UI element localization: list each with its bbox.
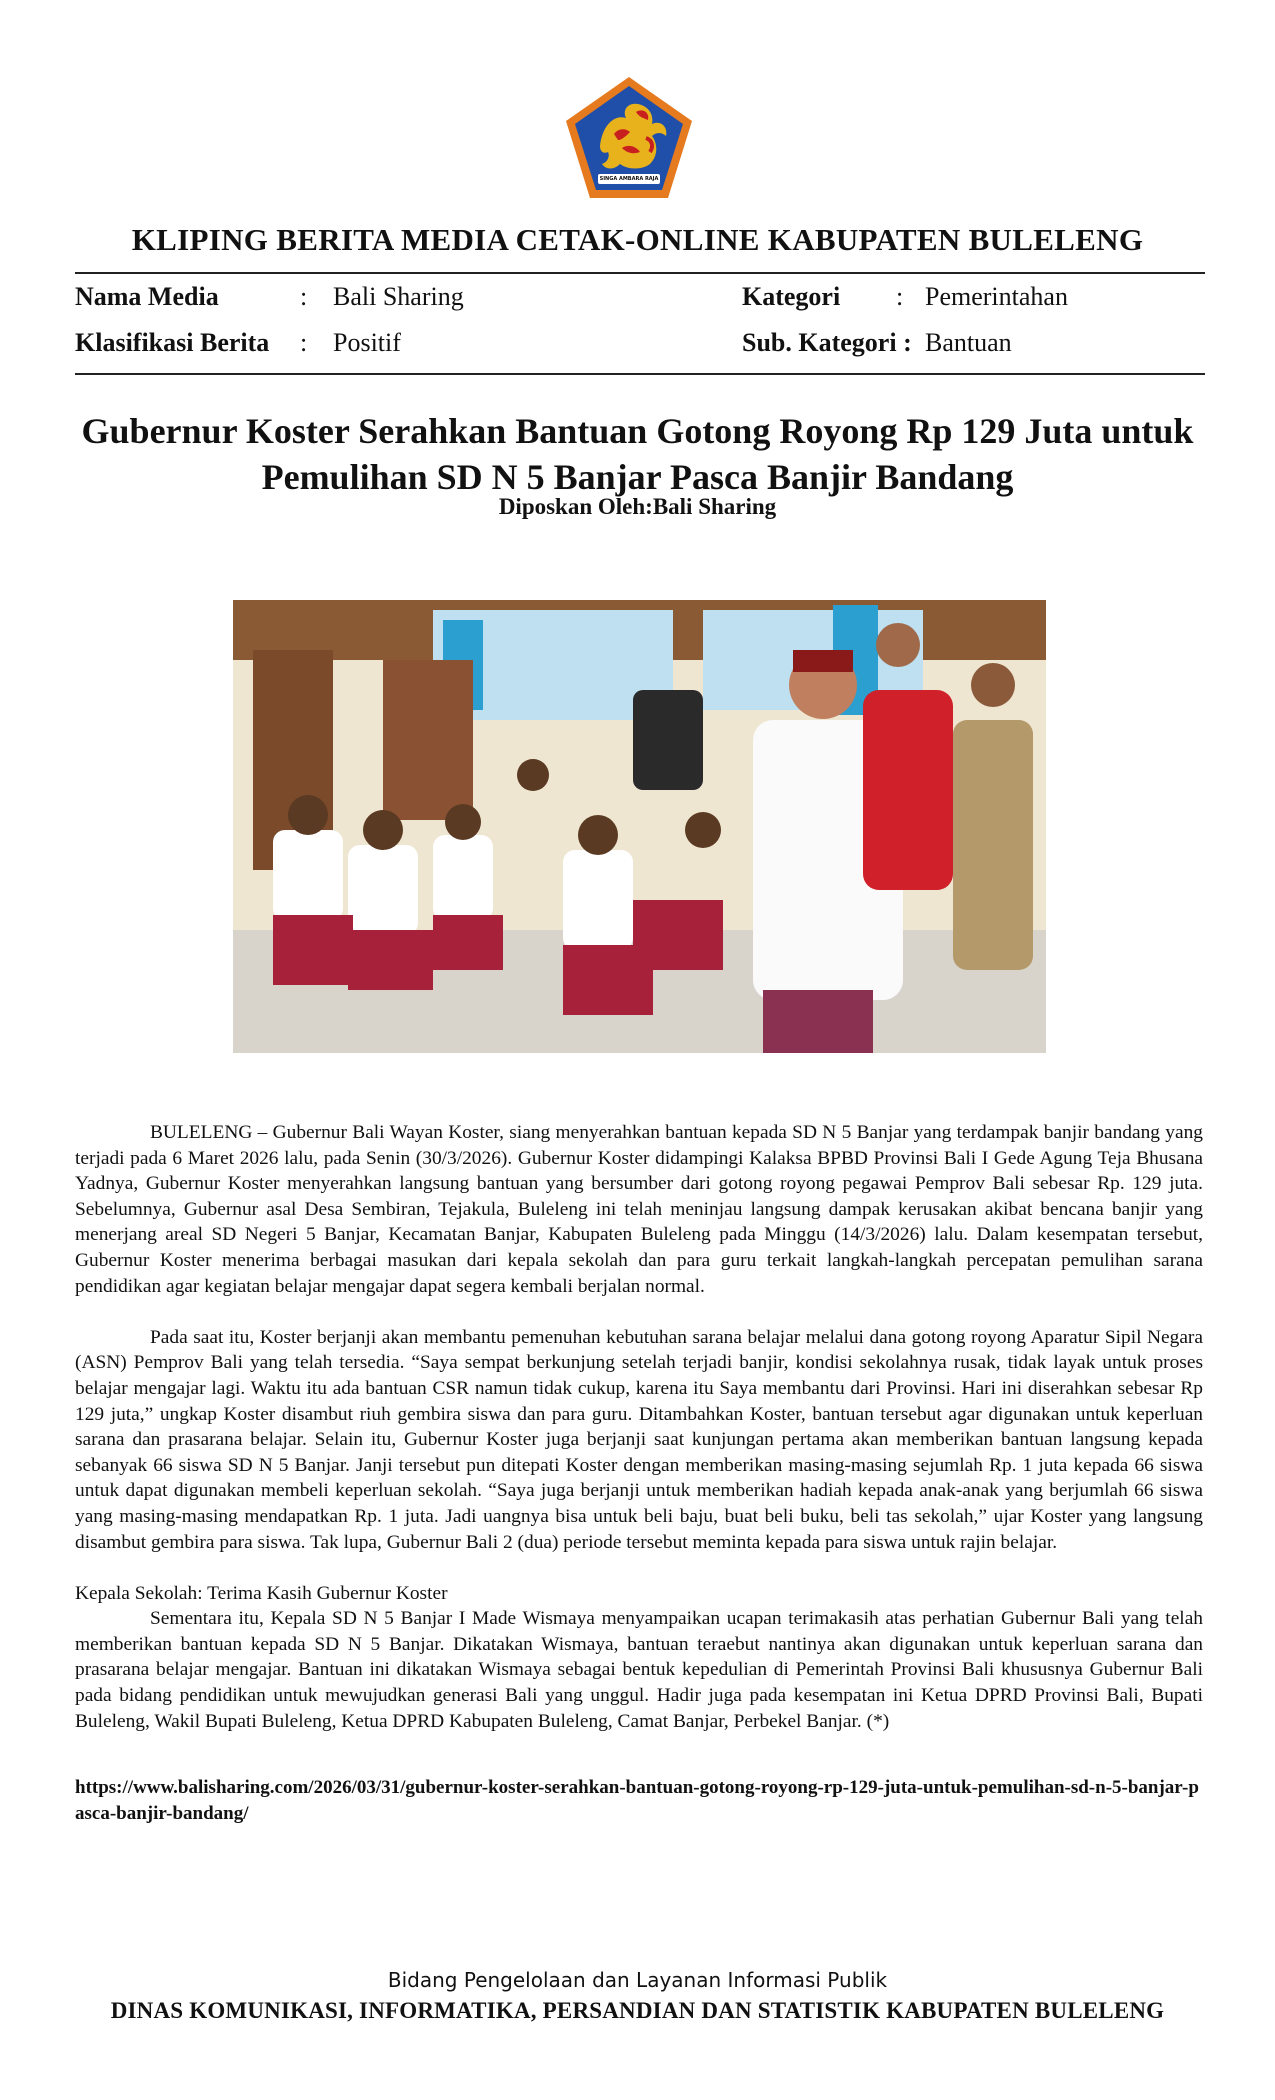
article-subheading: Kepala Sekolah: Terima Kasih Gubernur Koster: [75, 1582, 448, 1604]
header-top-rule: [75, 272, 1205, 274]
article-paragraph-1: BULELENG – Gubernur Bali Wayan Koster, siang menyerahkan bantuan kepada SD N 5 Banjar yang terdampak banjir bandang yang terjadi pada 6 Maret 2026 lalu, pada Senin (30/3/2026). Gubernur Koster didampingi Kalaksa BPBD Provinsi Bali I Gede Agung Teja Bhusana Yadnya, Gubernur Koster menyerahkan langsung bantuan yang bersumber dari gotong royong pegawai Pemprov Bali sebesar Rp. 129 juta. Sebelumnya, Gubernur asal Desa Sembiran, Tejakula, Buleleng ini telah meninjau langsung dampak kerusakan akibat bencana banjir yang menerjang areal SD Negeri 5 Banjar, Kecamatan Banjar, Kabupaten Buleleng pada Minggu (14/3/2026) lalu. Dalam kesempatan tersebut, Gubernur Koster menerima berbagai masukan dari kepala sekolah dan para guru terkait langkah-langkah percepatan pemulihan sarana pendidikan agar kegiatan belajar mengajar dapat segera kembali berjalan normal.: [75, 1122, 1203, 1297]
news-photo: [233, 600, 1046, 1053]
article-byline: Diposkan Oleh:Bali Sharing: [498, 494, 777, 519]
emblem-motto: SINGA AMBARA RAJA: [599, 176, 659, 182]
article-body: [75, 1120, 1203, 1760]
document-title: KLIPING BERITA MEDIA CETAK-ONLINE KABUPATEN BULELENG: [131, 222, 1144, 257]
klasifikasi-colon: :: [300, 328, 308, 357]
klasifikasi-value: Positif: [333, 328, 401, 357]
article-paragraph-2: Pada saat itu, Koster berjanji akan membantu pemenuhan kebutuhan sarana belajar melalui dana gotong royong Aparatur Sipil Negara (ASN) Pemprov Bali yang telah tersedia. “Saya sempat berkunjung setelah terjadi banjir, kondisi sekolahnya rusak, tidak layak untuk proses belajar mengajar lagi. Waktu itu ada bantuan CSR namun tidak cukup, karena itu Saya membantu dari Provinsi. Hari ini diserahkan sebesar Rp 129 juta,” ungkap Koster disambut riuh gembira siswa dan para guru. Ditambahkan Koster, bantuan tersebut agar digunakan untuk keperluan sarana dan prasarana belajar. Selain itu, Gubernur Koster juga berjanji saat kunjungan pertama akan memberikan bantuan langsung kepada sebanyak 66 siswa SD N 5 Banjar. Janji tersebut pun ditepati Koster dengan memberikan masing-masing sejumlah Rp. 1 juta kepada 66 siswa untuk dapat digunakan membeli keperluan sekolah. “Saya juga berjanji untuk memberikan hadiah kepada anak-anak yang berjumlah 66 siswa yang masing-masing mendapatkan Rp. 1 juta. Jadi uangnya bisa untuk beli baju, buat beli buku, beli tas sekolah,” ujar Koster yang langsung disambut gembira para siswa. Tak lupa, Gubernur Bali 2 (dua) periode tersebut meminta kepada para siswa untuk rajin belajar.: [75, 1326, 1203, 1553]
kategori-value: Pemerintahan: [925, 282, 1068, 311]
sub-kategori-value: Bantuan: [925, 328, 1012, 357]
news-photo-classroom-icon: [233, 600, 1046, 1053]
buleleng-emblem-icon: [562, 74, 696, 202]
footer-agency: DINAS KOMUNIKASI, INFORMATIKA, PERSANDIAN DAN STATISTIK KABUPATEN BULELENG: [110, 1998, 1165, 2023]
footer-division: Bidang Pengelolaan dan Layanan Informasi Publik: [387, 1968, 888, 1992]
source-url-link[interactable]: https://www.balisharing.com/2026/03/31/gubernur-koster-serahkan-bantuan-gotong-royong-rp-129-juta-untuk-pemulihan-sd-n-5-banjar-pasca-banjir-bandang/: [75, 1777, 1199, 1824]
headline-line-2: Pemulihan SD N 5 Banjar Pasca Banjir Bandang: [261, 457, 1014, 497]
kategori-colon: :: [896, 282, 904, 311]
nama-media-label: Nama Media: [75, 282, 219, 311]
article-paragraph-3: Sementara itu, Kepala SD N 5 Banjar I Made Wismaya menyampaikan ucapan terimakasih atas perhatian Gubernur Bali yang telah memberikan bantuan kepada SD N 5 Banjar. Dikatakan Wismaya, bantuan teraebut nantinya akan digunakan untuk keperluan sarana dan prasarana belajar mengajar. Bantuan ini dikatakan Wismaya sebagai bentuk kepedulian di Pemerintah Provinsi Bali khususnya Gubernur Bali pada bidang pendidikan untuk mewujudkan generasi Bali yang unggul. Hadir juga pada kesempatan ini Ketua DPRD Provinsi Bali, Bupati Buleleng, Wakil Bupati Buleleng, Ketua DPRD Kabupaten Buleleng, Camat Banjar, Perbekel Banjar. (*): [75, 1608, 1203, 1732]
article-headline: [60, 408, 1215, 500]
klasifikasi-label: Klasifikasi Berita: [75, 328, 270, 357]
kategori-label: Kategori: [742, 282, 841, 311]
nama-media-value: Bali Sharing: [333, 282, 464, 311]
headline-line-1: Gubernur Koster Serahkan Bantuan Gotong Royong Rp 129 Juta untuk: [81, 411, 1194, 451]
header-bottom-rule: [75, 373, 1205, 375]
sub-kategori-label: Sub. Kategori :: [742, 328, 912, 357]
nama-media-colon: :: [300, 282, 308, 311]
